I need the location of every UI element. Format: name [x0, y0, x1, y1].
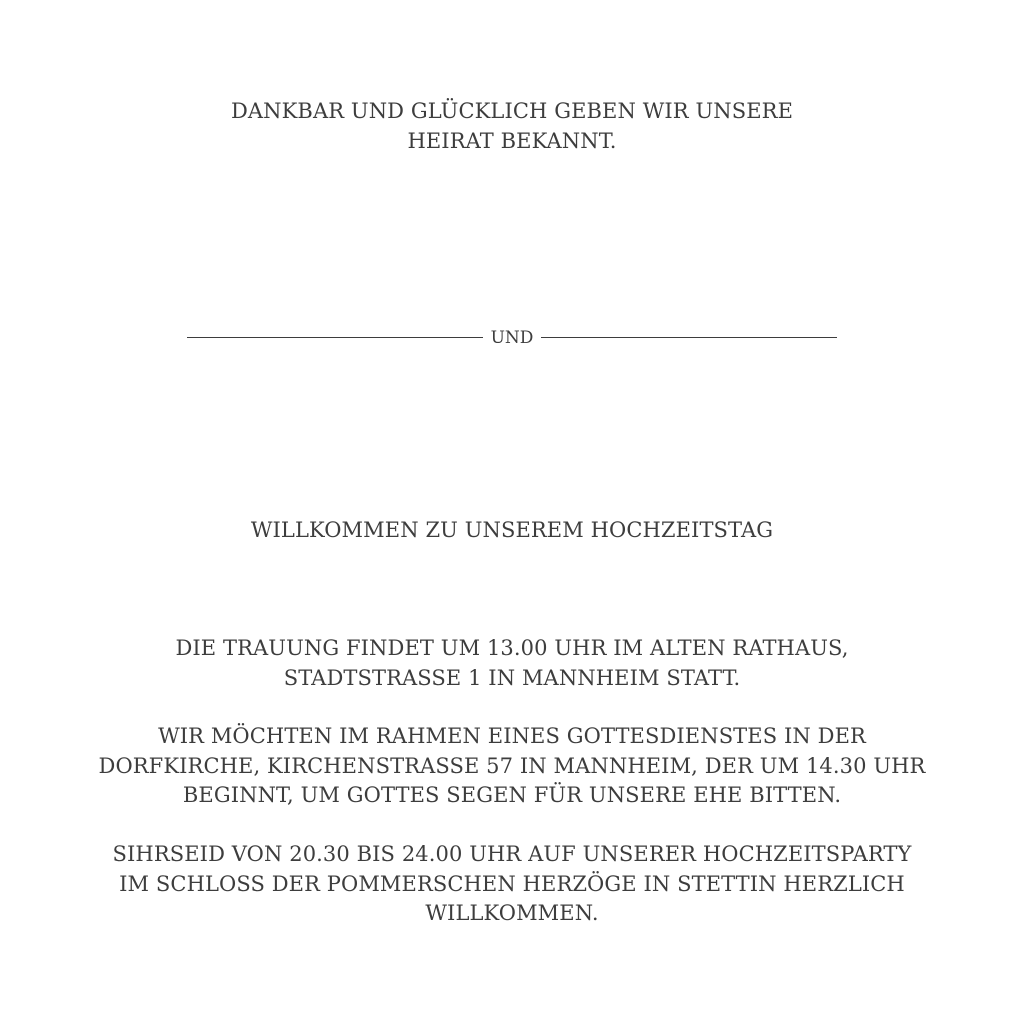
and-word: UND — [490, 328, 534, 348]
names-separator — [0, 324, 1024, 350]
church-service-paragraph: WIR MÖCHTEN IM RAHMEN EINES GOTTESDIENSTES IN DER DORFKIRCHE, KIRCHENSTRASSE 57 IN MANNHEIM, DER UM 14.30 UHR BEGINNT, UM GOTTES SEGEN FÜR UNSERE EHE BITTEN. — [98, 724, 926, 807]
party-paragraph: SIHRSEID VON 20.30 BIS 24.00 UHR AUF UNSERER HOCHZEITSPARTY IM SCHLOSS DER POMMERSCHEN HERZÖGE IN STETTIN HERZLICH WILLKOMMEN. — [112, 842, 912, 925]
ceremony-paragraph: DIE TRAUUNG FINDET UM 13.00 UHR IM ALTEN RATHAUS, STADTSTRASSE 1 IN MANNHEIM STATT. — [175, 636, 849, 690]
left-name-line — [187, 337, 483, 338]
welcome-heading: WILLKOMMEN ZU UNSEREM HOCHZEITSTAG — [250, 518, 774, 542]
intro-text: DANKBAR UND GLÜCKLICH GEBEN WIR UNSERE HEIRAT BEKANNT. — [230, 99, 794, 153]
right-name-line — [541, 337, 837, 338]
